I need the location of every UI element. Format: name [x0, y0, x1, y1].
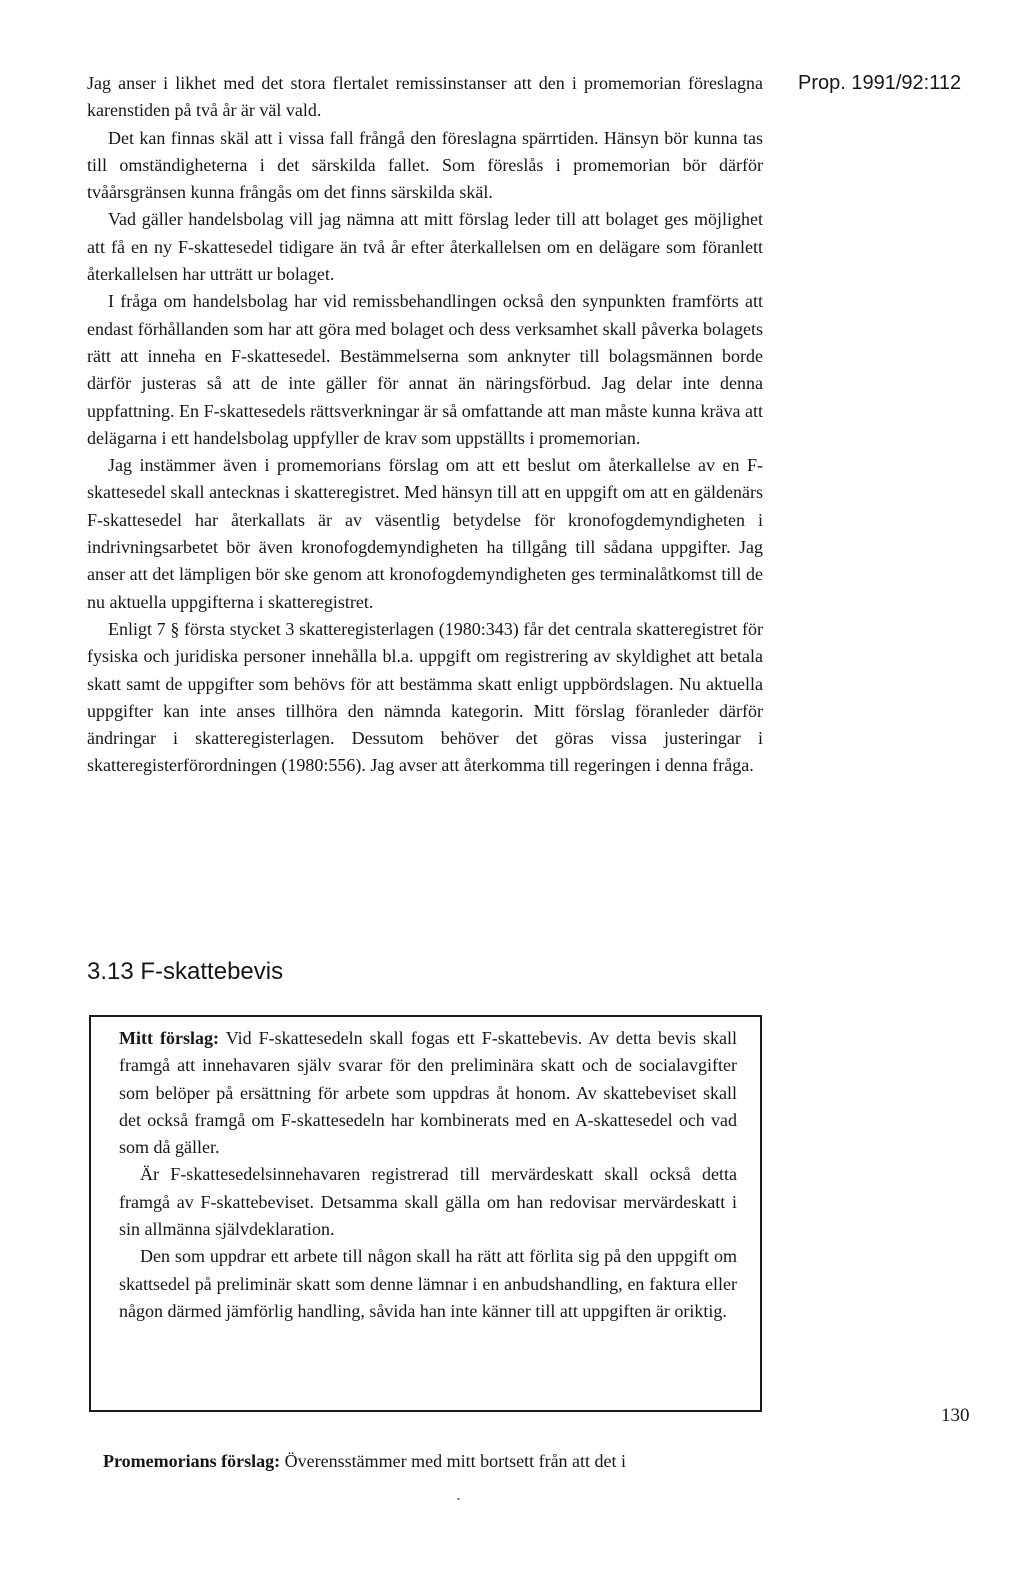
memo-proposal-line [103, 1448, 765, 1475]
paragraph-remissbehandling: I fråga om handelsbolag har vid remissbehandlingen också den synpunkten framförts att endast förhållanden som har att göra med bolaget och dess verksamhet skall påverka bolagets rätt att inneha en F-skattesedel. Bestämmelserna som anknyter till bolagsmännen borde därför justeras så att de inte gäller för annat än näringsförbud. Jag delar inte denna uppfattning. En F-skattesedels rättsverkningar är så omfattande att man måste kunna kräva att delägarna i ett handelsbolag uppfyller de krav som uppställts i promemorian. [87, 291, 763, 448]
paragraph-karenstid: Jag anser i likhet med det stora flertalet remissinstanser att den i promemorian föreslagna karenstiden på två år är väl vald. [87, 73, 763, 121]
memo-proposal-text: Överensstämmer med mitt bortsett från att det i [284, 1451, 627, 1471]
proposal-paragraph-3: Den som uppdrar ett arbete till någon skall ha rätt att förlita sig på den uppgift om skattsedel på preliminär skatt som denne lämnar i en anbudshandling, en faktura eller någon därmed jämförlig handling, såvida han inte känner till att uppgiften är oriktig. [119, 1246, 737, 1321]
page-number: 130 [941, 1405, 970, 1426]
paragraph-handelsbolag: Vad gäller handelsbolag vill jag nämna att mitt förslag leder till att bolaget ges möjlighet att få en ny F-skattesedel tidigare än två år efter återkallelsen om en delägare som föranlett återkallelsen har utträtt ur bolaget. [87, 209, 763, 285]
section-heading: 3.13 F-skattebevis [87, 958, 284, 985]
paragraph-sparrtid: Det kan finnas skäl att i vissa fall frångå den föreslagna spärrtiden. Hänsyn bör kunna tas till omständigheterna i det särskilda fallet. Som föreslås i promemorian bör därför tvåårsgränsen kunna frångås om det finns särskilda skäl. [87, 127, 763, 203]
memo-proposal-label: Promemorians förslag: [103, 1451, 281, 1471]
scan-speck [457, 1498, 460, 1500]
proposal-box [119, 1025, 737, 1325]
proposal-paragraph-2: Är F-skattesedelsinnehavaren registrerad till mervärdeskatt skall också detta framgå av F-skattebeviset. Detsamma skall gälla om han redovisar mervärdeskatt i sin allmänna självdeklaration. [119, 1164, 737, 1240]
proposal-paragraph-1 [119, 1025, 737, 1161]
paragraph-skatteregisterlagen: Enligt 7 § första stycket 3 skatteregisterlagen (1980:343) får det centrala skatteregistret för fysiska och juridiska personer innehålla bl.a. uppgift om registrering av skyldighet att betala skatt samt de uppgifter som behövs för att bestämma skatt enligt uppbördslagen. Nu aktuella uppgifter kan inte anses tillhöra den nämnda kategorin. Mitt förslag föranleder därför ändringar i skatteregisterlagen. Dessutom behöver det göras vissa justeringar i skatteregisterförordningen (1980:556). Jag avser att återkomma till regeringen i denna fråga. [87, 618, 763, 776]
paragraph-skatteregistret: Jag instämmer även i promemorians förslag om att ett beslut om återkallelse av en F-skattesedel skall antecknas i skatteregistret. Med hänsyn till att en uppgift om att en gäldenärs F-skattesedel har återkallats är av väsentlig betydelse för kronofogdemyndigheten i indrivningsarbetet bör även kronofogdemyndigheten ha tillgång till sådana uppgifter. Jag anser att det lämpligen bör ske genom att kronofogdemyndigheten ges terminalåtkomst till de nu aktuella uppgifterna i skatteregistret. [87, 455, 763, 612]
proposition-reference: Prop. 1991/92:112 [798, 72, 962, 94]
proposal-text-1: Vid F-skattesedeln skall fogas ett F-skattebevis. Av detta bevis skall framgå att innehavaren själv svarar för den preliminära skatt och de socialavgifter som belöper på ersättning för arbete som uppdras åt honom. Av skattebeviset skall det också framgå om F-skattesedeln har kombinerats med en A-skattesedel och vad som då gäller. [119, 1028, 737, 1158]
body-text [87, 70, 763, 780]
proposal-label: Mitt förslag: [119, 1028, 219, 1048]
